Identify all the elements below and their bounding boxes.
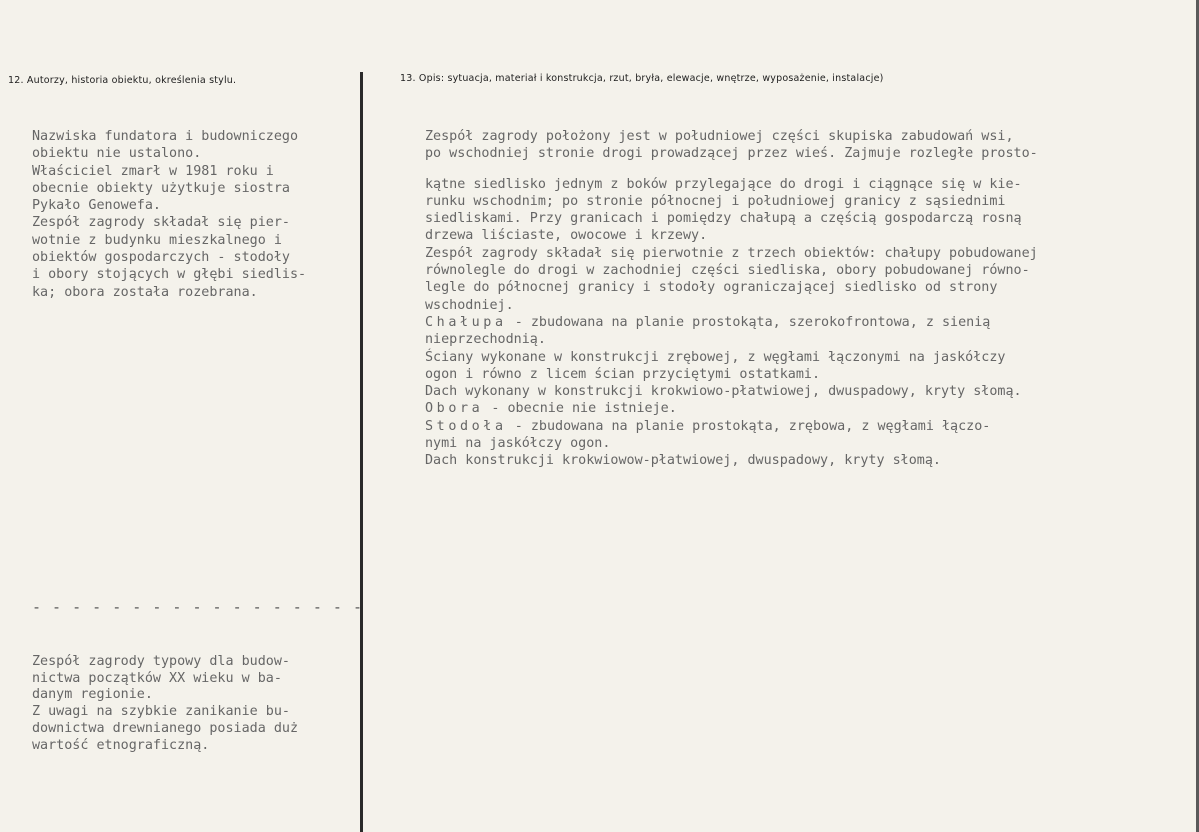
history-line: Zespół zagrody składał się pier- (32, 215, 290, 231)
chalupa-desc: - zbudowana na planie prostokąta, szerokofrontowa, z sienią (506, 314, 991, 330)
history-line: Pykało Genowefa. (32, 198, 161, 214)
history-line: i obory stojących w głębi siedlis- (32, 267, 307, 283)
description-line: ogon i równo z licem ścian przyciętymi ostatkami. (425, 366, 821, 382)
style-line: Z uwagi na szybkie zanikanie bu- (32, 704, 290, 720)
description-line (425, 400, 1038, 417)
description-line: runku wschodnim; po stronie północnej i południowej granicy z sąsiednimi (425, 193, 1006, 209)
description-line: równolegle do drogi w zachodniej części siedliska, obory pobudowanej równo- (425, 263, 1030, 279)
chalupa-heading: Chałupa (425, 314, 507, 330)
description-line: legle do północnej granicy i stodoły ograniczającej siedlisko od strony (425, 280, 998, 296)
section-12-heading: 12. Autorzy, historia obiektu, określenia stylu. (8, 75, 237, 86)
description-line: nymi na jaskółczy ogon. (425, 436, 611, 452)
description-line: Dach wykonany w konstrukcji krokwiowo-płatwiowej, dwuspadowy, kryty słomą. (425, 384, 1022, 400)
style-line: nictwa początków XX wieku w ba- (32, 670, 282, 686)
description-line: Ściany wykonane w konstrukcji zrębowej, z węgłami łączonymi na jaskółczy (425, 349, 1006, 365)
section-13-heading: 13. Opis: sytuacja, materiał i konstrukcja, rzut, bryła, elewacje, wnętrze, wyposażenie, instalacje) (400, 73, 884, 84)
stodola-heading: Stodoła (425, 418, 507, 434)
description-line: Zespół zagrody położony jest w południowej części skupiska zabudowań wsi, (425, 129, 1014, 144)
history-line: Właściciel zmarł w 1981 roku i (32, 163, 274, 179)
description-line: Dach konstrukcji krokwiowow-płatwiowej, dwuspadowy, kryty słomą. (425, 453, 941, 469)
style-line: danym regionie. (32, 687, 153, 703)
description-line (425, 418, 1038, 435)
history-line: obiektu nie ustalono. (32, 146, 202, 162)
description-text (425, 128, 1038, 470)
description-line: wschodniej. (425, 297, 514, 313)
history-line: wotnie z budynku mieszkalnego i (32, 232, 282, 248)
description-line (425, 314, 1038, 331)
description-line: Zespół zagrody składał się pierwotnie z trzech obiektów: chałupy pobudowanej (425, 245, 1038, 261)
style-line: Zespół zagrody typowy dla budow- (32, 654, 290, 669)
style-line: downictwa drewnianego posiada duż (32, 720, 299, 736)
obora-desc: - obecnie nie istnieje. (483, 401, 677, 417)
description-line: drzewa liściaste, owocowe i krzewy. (425, 228, 708, 244)
description-line: po wschodniej stronie drogi prowadzącej przez wieś. Zajmuje rozległe prosto- (425, 146, 1038, 162)
history-text (32, 128, 306, 301)
description-line: nieprzechodnią. (425, 332, 546, 348)
description-line: siedliskami. Przy granicach i pomiędzy chałupą a częścią gospodarczą rosną (425, 211, 1022, 227)
obora-heading: Obora (425, 401, 484, 417)
history-line: ka; obora została rozebrana. (32, 284, 258, 300)
column-divider (360, 72, 363, 832)
description-line: kątne siedlisko jednym z boków przylegające do drogi i ciągnące się w kie- (425, 176, 1022, 192)
stodola-desc: - zbudowana na planie prostokąta, zrębowa, z węgłami łączo- (506, 418, 991, 434)
style-line: wartość etnograficzną. (32, 737, 210, 753)
history-line: obecnie obiekty użytkuje siostra (32, 180, 290, 196)
style-assessment-text (32, 654, 298, 754)
history-line: Nazwiska fundatora i budowniczego (32, 129, 299, 144)
history-line: obiektów gospodarczych - stodoły (32, 250, 290, 266)
dashed-separator: - - - - - - - - - - - - - - - - - (32, 598, 364, 616)
